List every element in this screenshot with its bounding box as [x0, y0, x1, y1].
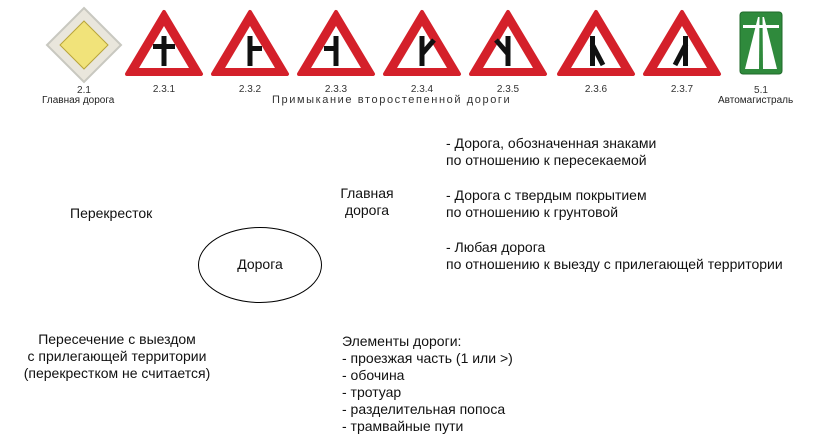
junction-left-sign-icon — [296, 8, 376, 78]
main-road-label-line2: дорога — [344, 202, 390, 218]
sign-code: 2.3.6 — [584, 84, 608, 95]
list-item: - тротуар — [342, 384, 402, 400]
sign-code: 2.3.5 — [496, 84, 520, 95]
list-item: - разделительная попоса — [342, 401, 506, 417]
adjacent-exit-line: с прилегающей территории — [27, 348, 207, 364]
main-road-definition — [446, 239, 783, 273]
sign-code: 5.1 — [754, 85, 768, 96]
sign-code: 2.1 — [77, 85, 91, 96]
main-road-label-line1: Главная — [340, 185, 394, 201]
road-elements-list — [342, 350, 513, 435]
definition-line: по отношению к пересекаемой — [446, 152, 647, 168]
definition-line: - Дорога с твердым покрытием — [446, 187, 647, 203]
main-road-definition — [446, 135, 656, 169]
junction-cross-sign-icon — [124, 8, 204, 78]
list-item: - обочина — [342, 367, 405, 383]
main-road-definition — [446, 187, 647, 221]
sign-name: Автомагистраль — [718, 95, 794, 106]
sign-code: 2.3.4 — [410, 84, 434, 95]
list-item: - проезжая часть (1 или >) — [342, 350, 513, 366]
road-elements-title: Элементы дороги: — [342, 333, 462, 349]
sign-code: 2.3.7 — [670, 84, 694, 95]
junction-left-bend-sign-icon — [642, 8, 722, 78]
main-road-sign-icon — [45, 6, 123, 84]
adjacent-exit-line: (перекрестком не считается) — [23, 365, 211, 381]
sign-name: Главная дорога — [42, 95, 115, 106]
intersection-label: Перекресток — [70, 205, 153, 221]
sign-code: 2.3.1 — [152, 84, 176, 95]
sign-code: 2.3.3 — [324, 84, 348, 95]
definition-line: по отношению к выезду с прилегающей территории — [446, 256, 783, 272]
definition-line: - Любая дорога — [446, 239, 546, 255]
junction-right-bend-sign-icon — [556, 8, 636, 78]
definition-line: по отношению к грунтовой — [446, 204, 619, 220]
road-elements-block — [342, 333, 513, 435]
junction-right-sign-icon — [210, 8, 290, 78]
sign-code: 2.3.2 — [238, 84, 262, 95]
main-road-label — [332, 185, 402, 219]
adjacent-exit-label — [0, 331, 234, 382]
junction-left-oblique-sign-icon — [468, 8, 548, 78]
adjacent-exit-line: Пересечение с выездом — [38, 331, 196, 347]
junction-right-oblique-sign-icon — [382, 8, 462, 78]
signs-caption: Примыкание второстепенной дороги — [272, 94, 512, 106]
motorway-sign-icon — [739, 11, 783, 75]
list-item: - трамвайные пути — [342, 418, 464, 434]
definition-line: - Дорога, обозначенная знаками — [446, 135, 657, 151]
road-center-label: Дорога — [237, 256, 283, 272]
